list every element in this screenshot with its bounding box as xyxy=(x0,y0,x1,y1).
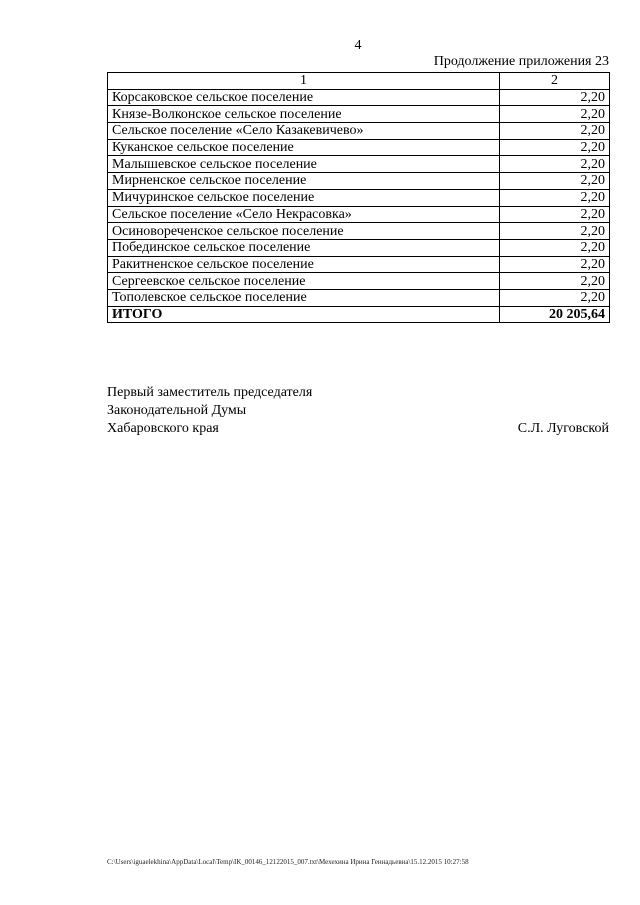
signatory-name: С.Л. Луговской xyxy=(517,421,609,436)
settlement-value: 2,20 xyxy=(500,123,610,140)
settlement-value: 2,20 xyxy=(500,206,610,223)
settlement-name: Сельское поселение «Село Некрасовка» xyxy=(108,206,500,223)
table-row xyxy=(108,223,610,240)
settlement-name: Побединское сельское поселение xyxy=(108,239,500,256)
table-row xyxy=(108,206,610,223)
allocation-table xyxy=(107,72,610,323)
table-row xyxy=(108,173,610,190)
table-row xyxy=(108,239,610,256)
settlement-name: Сельское поселение «Село Казакевичево» xyxy=(108,123,500,140)
table-row xyxy=(108,156,610,173)
settlement-value: 2,20 xyxy=(500,223,610,240)
table-row xyxy=(108,273,610,290)
signature-last-line xyxy=(107,420,609,438)
total-label: ИТОГО xyxy=(108,306,500,323)
settlement-name: Ракитненское сельское поселение xyxy=(108,256,500,273)
settlement-name: Князе-Волконское сельское поселение xyxy=(108,106,500,123)
settlement-value: 2,20 xyxy=(500,256,610,273)
table-row xyxy=(108,256,610,273)
table-row xyxy=(108,139,610,156)
settlement-value: 2,20 xyxy=(500,273,610,290)
settlement-value: 2,20 xyxy=(500,173,610,190)
settlement-name: Корсаковское сельское поселение xyxy=(108,89,500,106)
settlement-value: 2,20 xyxy=(500,289,610,306)
table-row xyxy=(108,289,610,306)
signature-block xyxy=(107,384,609,438)
total-value: 20 205,64 xyxy=(500,306,610,323)
signature-position-line2: Законодательной Думы xyxy=(107,403,247,418)
settlement-name: Осиновореченское сельское поселение xyxy=(108,223,500,240)
allocation-table-container xyxy=(107,72,609,323)
settlement-value: 2,20 xyxy=(500,139,610,156)
settlement-value: 2,20 xyxy=(500,189,610,206)
settlement-name: Тополевское сельское поселение xyxy=(108,289,500,306)
settlement-value: 2,20 xyxy=(500,106,610,123)
column-header-1: 1 xyxy=(108,73,500,90)
settlement-name: Куканское сельское поселение xyxy=(108,139,500,156)
total-row xyxy=(108,306,610,323)
table-row xyxy=(108,123,610,140)
table-row xyxy=(108,89,610,106)
table-row xyxy=(108,106,610,123)
appendix-continuation-label: Продолжение приложения 23 xyxy=(433,54,609,69)
settlement-name: Мирненское сельское поселение xyxy=(108,173,500,190)
page-number: 4 xyxy=(354,38,362,53)
signature-position-line1: Первый заместитель председателя xyxy=(107,385,313,400)
settlement-name: Сергеевское сельское поселение xyxy=(108,273,500,290)
settlement-value: 2,20 xyxy=(500,156,610,173)
column-header-2: 2 xyxy=(500,73,610,90)
settlement-value: 2,20 xyxy=(500,89,610,106)
footer-file-path: C:\Users\iguaelekhina\AppData\Local\Temp\IK_00146_12122015_007.txt\Мехехина Ирина Геннадьевна\15.12.2015 10:27:58 xyxy=(107,858,469,866)
settlement-name: Малышевское сельское поселение xyxy=(108,156,500,173)
settlement-name: Мичуринское сельское поселение xyxy=(108,189,500,206)
signature-position-line3: Хабаровского края xyxy=(107,421,219,436)
table-header-row xyxy=(108,73,610,90)
table-row xyxy=(108,189,610,206)
settlement-value: 2,20 xyxy=(500,239,610,256)
